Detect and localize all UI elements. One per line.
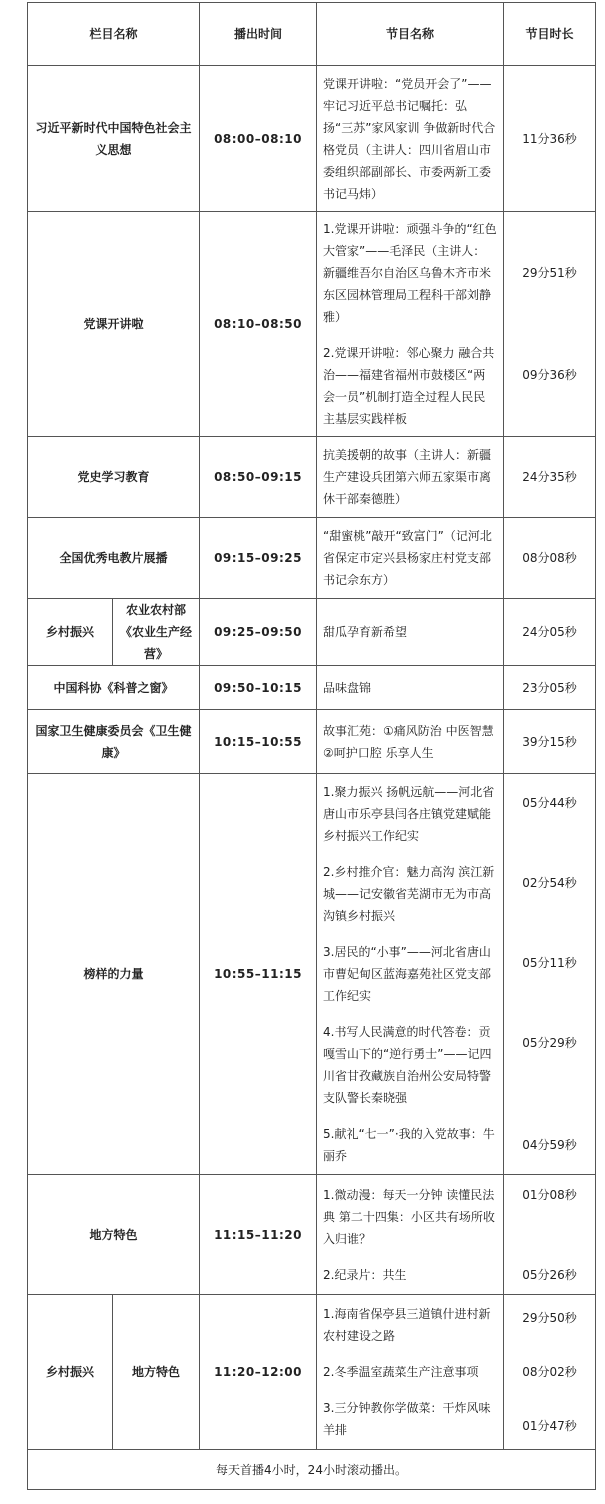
program-item: 1.微动漫：每天一分钟 读懂民法典 第二十四集：小区共有场所收入归谁？ — [323, 1187, 495, 1246]
program-name — [317, 710, 504, 774]
program-item: 故事汇苑：①痛风防治 中医智慧②呵护口腔 乐享人生 — [323, 723, 494, 760]
program-name — [317, 666, 504, 710]
duration-item: 05分26秒 — [522, 1267, 577, 1282]
duration: 08分08秒 — [504, 518, 596, 599]
table-row — [28, 437, 596, 518]
duration-item: 29分50秒 — [522, 1311, 577, 1325]
air-time: 08:50–09:15 — [200, 437, 317, 518]
header-air-time: 播出时间 — [200, 3, 317, 66]
program-item: 甜瓜孕育新希望 — [323, 625, 408, 639]
program-name — [317, 599, 504, 666]
column-name: 党课开讲啦 — [28, 212, 200, 437]
program-item: 1.党课开讲啦：顽强斗争的“红色大管家”——毛泽民（主讲人：新疆维吾尔自治区乌鲁木齐市米东区园林管理局工程科干部刘静雅） — [323, 222, 497, 324]
sub-column-name: 农业农村部《农业生产经营》 — [113, 599, 200, 666]
program-item: 1.聚力振兴 扬帆远航——河北省唐山市乐亭县闫各庄镇党建赋能乡村振兴工作纪实 — [323, 785, 495, 843]
table-row — [28, 710, 596, 774]
duration-item: 05分44秒 — [522, 796, 577, 810]
program-item: 2.纪录片：共生 — [323, 1267, 407, 1282]
program-item: 5.献礼“七一”·我的入党故事：牛丽乔 — [323, 1127, 495, 1163]
program-item: 3.三分钟教你学做菜：干炸风味羊排 — [323, 1401, 491, 1437]
program-name — [317, 1295, 504, 1450]
header-duration: 节目时长 — [504, 3, 596, 66]
program-item: 2.冬季温室蔬菜生产注意事项 — [323, 1365, 479, 1379]
table-row — [28, 666, 596, 710]
table-row — [28, 1175, 596, 1295]
column-name: 中国科协《科普之窗》 — [28, 666, 200, 710]
program-item: 党课开讲啦：“党员开会了”——牢记习近平总书记嘱托：弘扬“三苏”家风家训 争做新时代合格党员（主讲人：四川省眉山市委组织部副部长、市委两新工委书记马炜） — [323, 76, 496, 201]
duration-item: 08分02秒 — [522, 1365, 577, 1379]
table-row — [28, 599, 596, 666]
table-row — [28, 66, 596, 212]
duration: 39分15秒 — [504, 710, 596, 774]
header-row — [28, 3, 596, 66]
air-time: 08:10–08:50 — [200, 212, 317, 437]
program-item: 3.居民的“小事”——河北省唐山市曹妃甸区蓝海嘉苑社区党支部工作纪实 — [323, 945, 492, 1003]
air-time: 11:20–12:00 — [200, 1295, 317, 1450]
table-row — [28, 774, 596, 1175]
air-time: 10:15–10:55 — [200, 710, 317, 774]
table-row — [28, 518, 596, 599]
program-item: 2.党课开讲啦：邻心聚力 融合共治——福建省福州市鼓楼区“两会一员”机制打造全过程人民民主基层实践样板 — [323, 346, 495, 426]
footer-note: 每天首播4小时，24小时滚动播出。 — [28, 1450, 596, 1490]
program-item: 4.书写人民满意的时代答卷：贡嘎雪山下的“逆行勇士”——记四川省甘孜藏族自治州公安局特警支队警长秦晓强 — [323, 1025, 492, 1105]
table-row — [28, 1295, 596, 1450]
program-name — [317, 66, 504, 212]
air-time: 09:25–09:50 — [200, 599, 317, 666]
duration-item: 09分36秒 — [522, 368, 577, 382]
column-name: 乡村振兴 — [28, 1295, 113, 1450]
duration — [504, 1295, 596, 1450]
sub-column-name: 地方特色 — [113, 1295, 200, 1450]
duration — [504, 1175, 596, 1295]
duration-item: 05分29秒 — [522, 1036, 577, 1050]
duration-item: 02分54秒 — [522, 876, 577, 890]
duration — [504, 212, 596, 437]
duration: 11分36秒 — [504, 66, 596, 212]
duration-item: 04分59秒 — [522, 1138, 577, 1152]
air-time: 10:55–11:15 — [200, 774, 317, 1175]
program-name — [317, 518, 504, 599]
air-time: 09:50–10:15 — [200, 666, 317, 710]
header-program-name: 节目名称 — [317, 3, 504, 66]
duration — [504, 774, 596, 1175]
program-item: 抗美援朝的故事（主讲人：新疆生产建设兵团第六师五家渠市离休干部秦德胜） — [323, 448, 492, 506]
program-name — [317, 774, 504, 1175]
header-column-name: 栏目名称 — [28, 3, 200, 66]
air-time: 08:00–08:10 — [200, 66, 317, 212]
duration: 24分35秒 — [504, 437, 596, 518]
program-name — [317, 212, 504, 437]
duration: 23分05秒 — [504, 666, 596, 710]
air-time: 11:15–11:20 — [200, 1175, 317, 1295]
program-item: 品味盘锦 — [323, 680, 372, 695]
air-time: 09:15–09:25 — [200, 518, 317, 599]
table-row — [28, 212, 596, 437]
duration-item: 29分51秒 — [522, 266, 577, 280]
column-name: 习近平新时代中国特色社会主义思想 — [28, 66, 200, 212]
schedule-table — [27, 2, 596, 1490]
program-item: “甜蜜桃”敲开“致富门”（记河北省保定市定兴县杨家庄村党支部书记佘东方） — [323, 529, 492, 587]
column-name: 全国优秀电教片展播 — [28, 518, 200, 599]
column-name: 地方特色 — [28, 1175, 200, 1295]
program-item: 1.海南省保亭县三道镇什进村新农村建设之路 — [323, 1307, 491, 1343]
duration-item: 01分08秒 — [522, 1187, 577, 1202]
duration-item: 05分11秒 — [522, 956, 577, 970]
duration: 24分05秒 — [504, 599, 596, 666]
program-name — [317, 437, 504, 518]
program-name — [317, 1175, 504, 1295]
footer-row — [28, 1450, 596, 1490]
column-name: 榜样的力量 — [28, 774, 200, 1175]
column-name: 乡村振兴 — [28, 599, 113, 666]
column-name: 国家卫生健康委员会《卫生健康》 — [28, 710, 200, 774]
column-name: 党史学习教育 — [28, 437, 200, 518]
duration-item: 01分47秒 — [522, 1419, 577, 1433]
program-item: 2.乡村推介官：魅力高沟 滨江新城——记安徽省芜湖市无为市高沟镇乡村振兴 — [323, 865, 495, 923]
